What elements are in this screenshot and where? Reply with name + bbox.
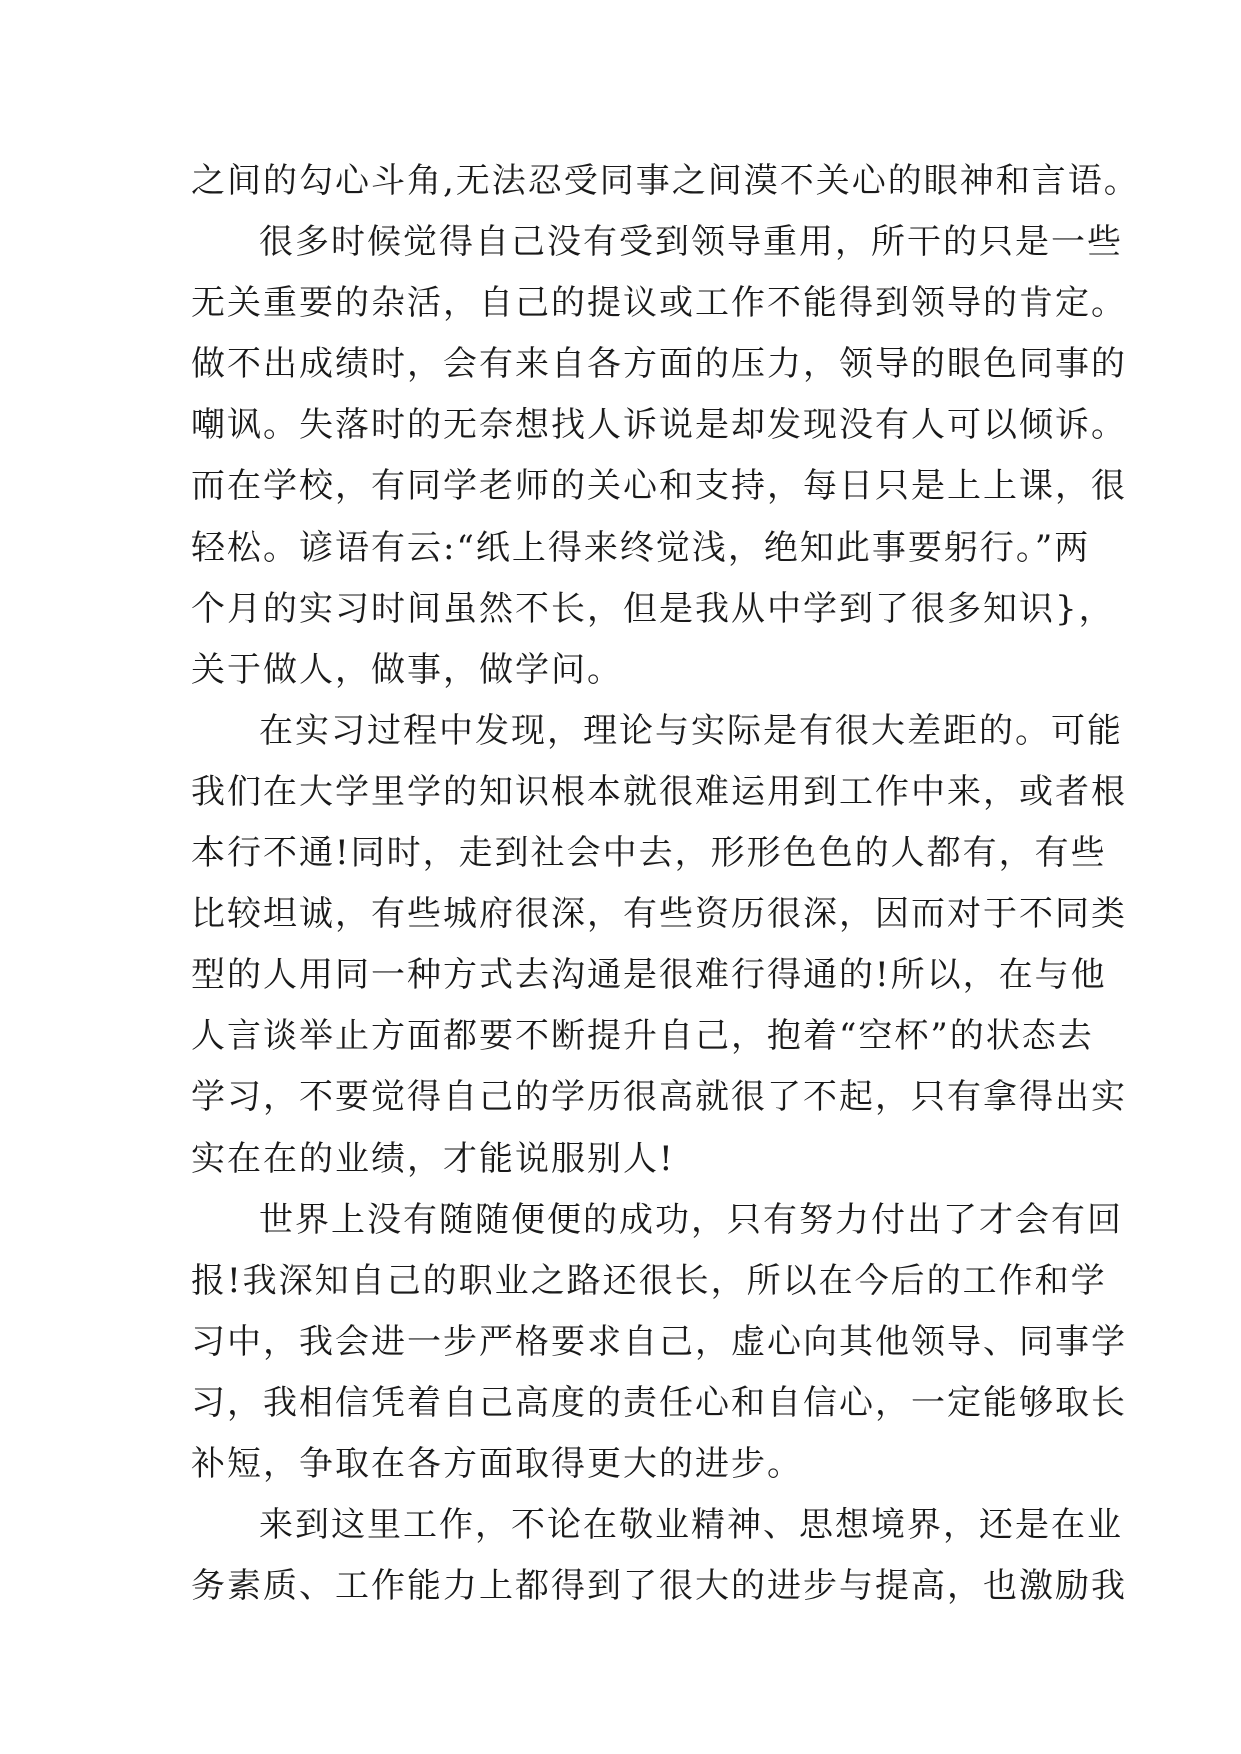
text-line: 个月的实习时间虽然不长，但是我从中学到了很多知识}，	[191, 588, 1115, 629]
text-line: 学习，不要觉得自己的学历很高就很了不起，只有拿得出实	[191, 1077, 1127, 1118]
text-line: 做不出成绩时，会有来自各方面的压力，领导的眼色同事的	[191, 344, 1127, 385]
text-line: 实在在的业绩，才能说服别人!	[191, 1138, 675, 1179]
text-line: 比较坦诚，有些城府很深，有些资历很深，因而对于不同类	[191, 894, 1127, 935]
text-line: 而在学校，有同学老师的关心和支持，每日只是上上课，很	[191, 466, 1127, 507]
text-line: 轻松。谚语有云:“纸上得来终觉浅，绝知此事要躬行。”两	[191, 527, 1091, 568]
text-line: 之间的勾心斗角,无法忍受同事之间漠不关心的眼神和言语。	[191, 161, 1140, 201]
text-line: 报!我深知自己的职业之路还很长，所以在今后的工作和学	[191, 1260, 1107, 1301]
text-line: 来到这里工作，不论在敬业精神、思想境界，还是在业	[259, 1505, 1123, 1546]
text-line: 补短，争取在各方面取得更大的进步。	[191, 1443, 803, 1484]
text-line: 型的人用同一种方式去沟通是很难行得通的!所以，在与他	[191, 955, 1107, 996]
text-line: 无关重要的杂活，自己的提议或工作不能得到领导的肯定。	[191, 283, 1127, 324]
text-line: 在实习过程中发现，理论与实际是有很大差距的。可能	[259, 710, 1123, 751]
text-line: 很多时候觉得自己没有受到领导重用，所干的只是一些	[259, 222, 1123, 263]
text-line: 人言谈举止方面都要不断提升自己，抱着“空杯”的状态去	[191, 1016, 1094, 1057]
text-line: 务素质、工作能力上都得到了很大的进步与提高，也激励我	[191, 1566, 1127, 1607]
text-line: 世界上没有随随便便的成功，只有努力付出了才会有回	[259, 1199, 1123, 1240]
text-line: 本行不通!同时，走到社会中去，形形色色的人都有，有些	[191, 833, 1107, 874]
text-line: 关于做人，做事，做学问。	[191, 649, 623, 690]
body-text	[191, 151, 1140, 1617]
text-line: 习，我相信凭着自己高度的责任心和自信心，一定能够取长	[191, 1382, 1127, 1423]
text-line: 我们在大学里学的知识根本就很难运用到工作中来，或者根	[191, 771, 1127, 812]
text-line: 嘲讽。失落时的无奈想找人诉说是却发现没有人可以倾诉。	[191, 405, 1127, 446]
text-line: 习中，我会进一步严格要求自己，虚心向其他领导、同事学	[191, 1321, 1127, 1362]
